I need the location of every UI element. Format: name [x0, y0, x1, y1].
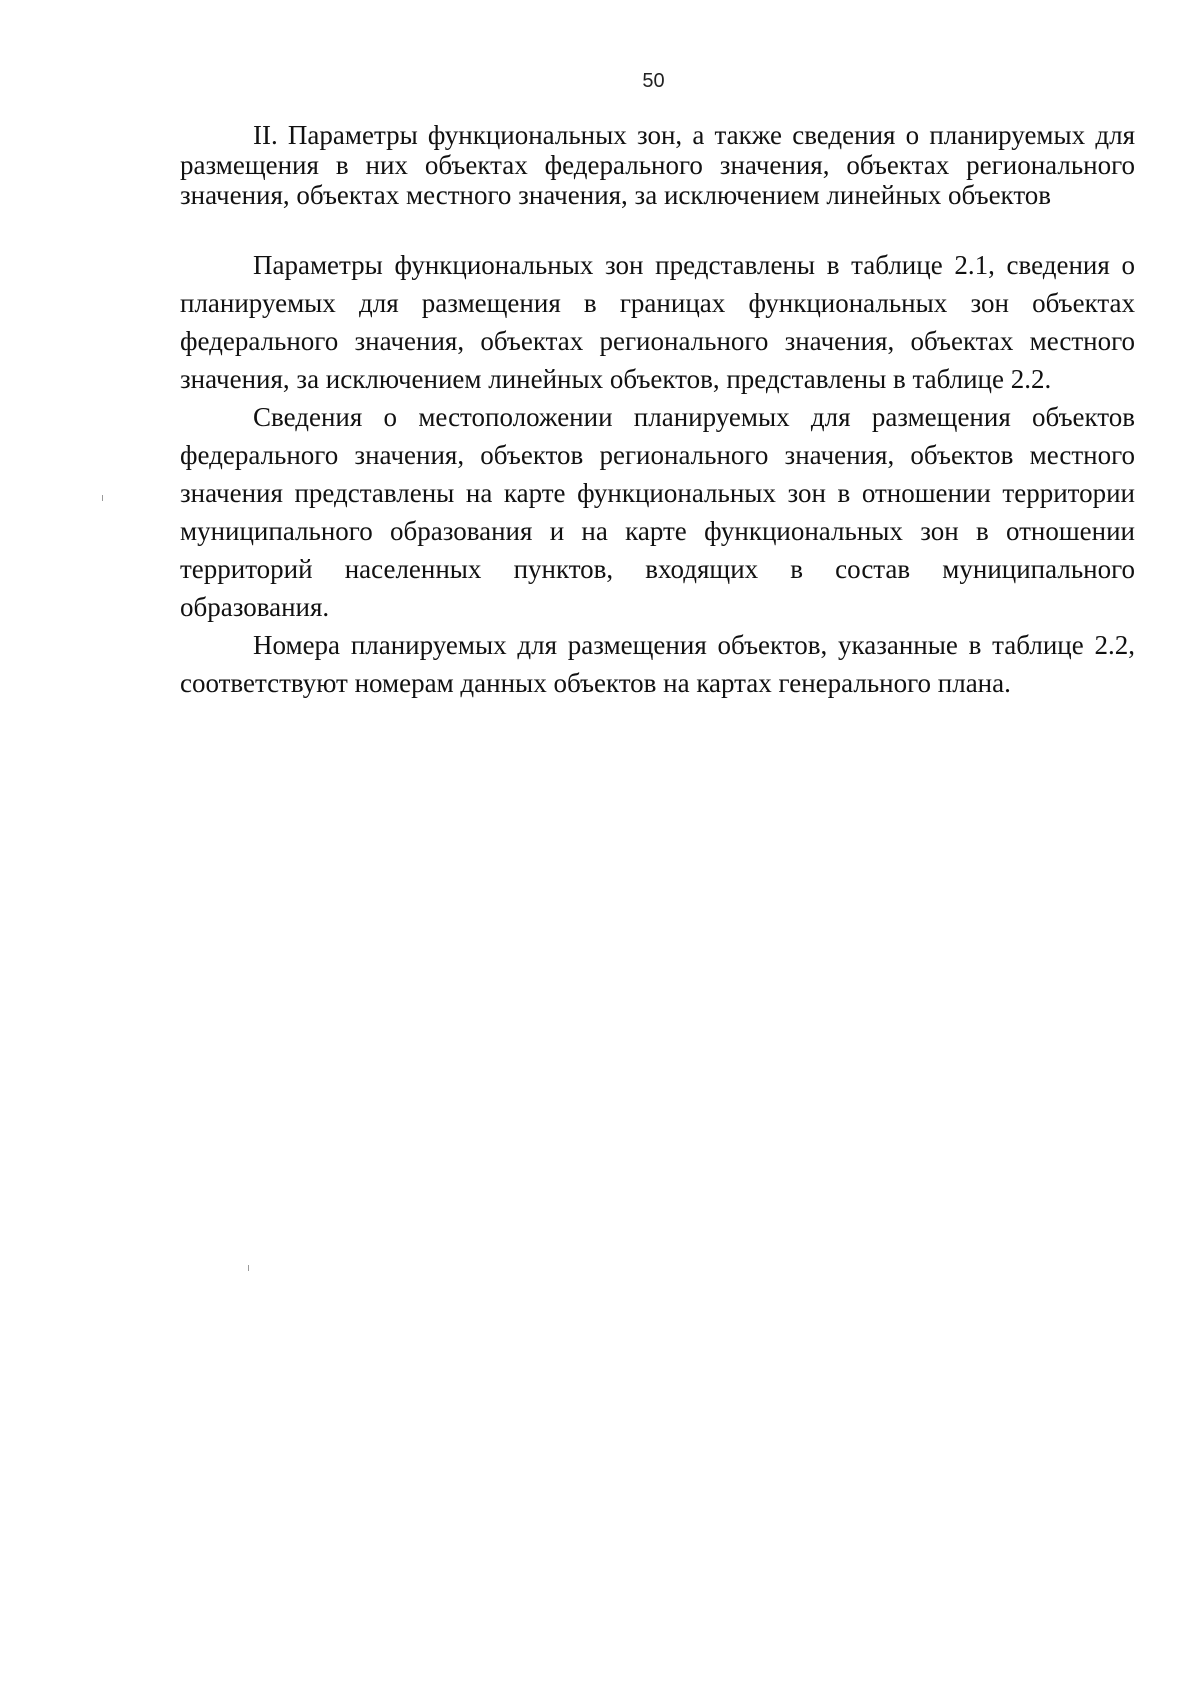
scan-mark: [102, 495, 103, 501]
section-heading: II. Параметры функциональных зон, а также сведения о планируемых для размещения в них объектах федерального значения, объектах регионального значения, объектах местного значения, за исключением линейных объектов: [180, 120, 1135, 210]
scan-mark: [248, 1265, 249, 1271]
page-number: 50: [642, 70, 665, 92]
paragraph-objects-location-maps: Сведения о местоположении планируемых для размещения объектов федерального значения, объектов регионального значения, объектов местного значения представлены на карте функциональных зон в отношении территории муниципального образования и на карте функциональных зон в отношении территорий населенных пунктов, входящих в состав муниципального образования.: [180, 402, 1135, 622]
paragraph-functional-zones-tables: Параметры функциональных зон представлены в таблице 2.1, сведения о планируемых для размещения в границах функциональных зон объектах федерального значения, объектах регионального значения, объектах местного значения, за исключением линейных объектов, представлены в таблице 2.2.: [180, 250, 1135, 394]
page-content: [180, 120, 1135, 702]
paragraph-object-numbering: Номера планируемых для размещения объектов, указанные в таблице 2.2, соответствуют номерам данных объектов на картах генерального плана.: [180, 630, 1135, 698]
